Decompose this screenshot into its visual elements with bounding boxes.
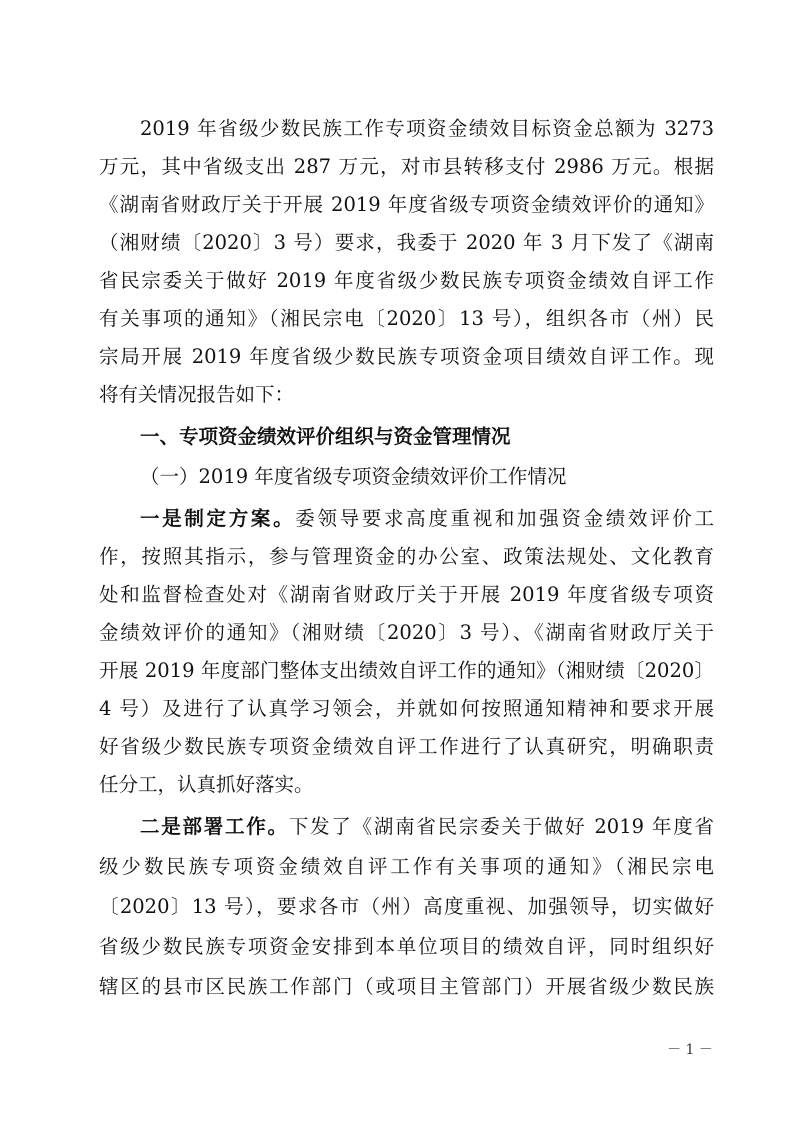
paragraph-line: 有关事项的通知》（湘民宗电〔2020〕13 号），组织各市（州）民: [99, 307, 714, 330]
paragraph-line: 辖区的县市区民族工作部门（或项目主管部门）开展省级少数民族: [99, 975, 714, 998]
paragraph-line: 好省级少数民族专项资金绩效自评工作进行了认真研究，明确职责: [99, 735, 714, 758]
paragraph-line: 万元，其中省级支出 287 万元，对市县转移支付 2986 万元。根据: [99, 155, 714, 178]
paragraph-line: 金绩效评价的通知》（湘财绩〔2020〕3 号）、《湖南省财政厅关于: [99, 621, 714, 644]
page-number: － 1 －: [667, 1042, 713, 1058]
paragraph-text: 委领导要求高度重视和加强资金绩效评价工: [295, 507, 714, 530]
paragraph-line: 作，按照其指示，参与管理资金的办公室、政策法规处、文化教育: [99, 545, 714, 568]
paragraph-line: 将有关情况报告如下：: [99, 383, 295, 406]
paragraph-line: 〔2020〕13 号），要求各市（州）高度重视、加强领导，切实做好: [99, 895, 714, 918]
paragraph-line: 宗局开展 2019 年度省级少数民族专项资金项目绩效自评工作。现: [99, 345, 714, 368]
paragraph-line: [140, 812, 714, 842]
paragraph-line: 开展 2019 年度部门整体支出绩效自评工作的通知》（湘财绩〔2020〕: [99, 659, 714, 682]
paragraph-line: 省民宗委关于做好 2019 年度省级少数民族专项资金绩效自评工作: [99, 269, 714, 292]
paragraph-line: [140, 504, 714, 534]
section-heading: 一、专项资金绩效评价组织与资金管理情况: [140, 425, 511, 448]
subsection-heading: （一）2019 年度省级专项资金绩效评价工作情况: [140, 465, 567, 488]
paragraph-line: 级少数民族专项资金绩效自评工作有关事项的通知》（湘民宗电: [99, 855, 714, 878]
paragraph-line: 省级少数民族专项资金安排到本单位项目的绩效自评，同时组织好: [99, 935, 714, 958]
lead-phrase: 二是部署工作。: [140, 815, 289, 838]
paragraph-line: 任分工，认真抓好落实。: [99, 773, 314, 796]
paragraph-line: 处和监督检查处对《湖南省财政厅关于开展 2019 年度省级专项资: [99, 583, 714, 606]
lead-phrase: 一是制定方案。: [140, 507, 296, 530]
paragraph-line: 2019 年省级少数民族工作专项资金绩效目标资金总额为 3273: [140, 117, 714, 140]
paragraph-line: （湘财绩〔2020〕3 号）要求，我委于 2020 年 3 月下发了《湖南: [99, 231, 714, 254]
paragraph-text: 下发了《湖南省民宗委关于做好 2019 年度省: [288, 815, 714, 838]
paragraph-line: 《湖南省财政厅关于开展 2019 年度省级专项资金绩效评价的通知》: [99, 193, 714, 216]
paragraph-line: 4 号）及进行了认真学习领会，并就如何按照通知精神和要求开展: [99, 697, 714, 720]
